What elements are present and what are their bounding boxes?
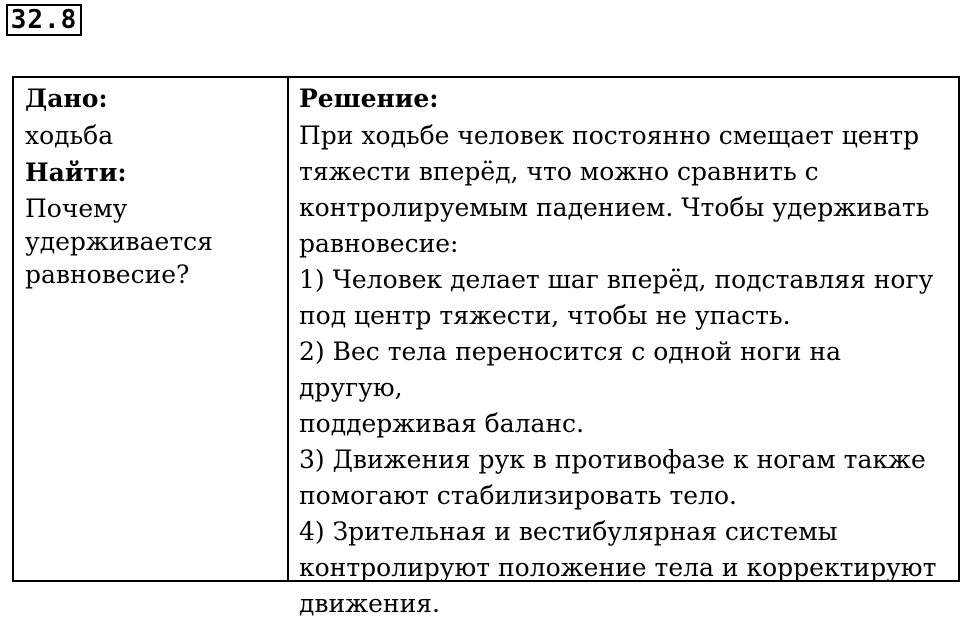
- solution-line: поддерживая баланс.: [299, 409, 585, 438]
- solution-line: движения.: [299, 589, 440, 618]
- given-heading: Дано:: [25, 84, 108, 113]
- given-column: [14, 78, 289, 580]
- find-text-line: равновесие?: [25, 260, 190, 289]
- solution-column: [289, 78, 958, 618]
- solution-table: [12, 76, 960, 618]
- find-heading: Найти:: [25, 158, 127, 187]
- problem-number: 32.8: [6, 4, 82, 36]
- solution-text: [299, 118, 950, 622]
- solution-line: контролируемым падением. Чтобы удерживать: [299, 193, 930, 222]
- solution-line: 4) Зрительная и вестибулярная системы: [299, 517, 838, 546]
- find-text: [25, 192, 287, 291]
- solution-line: 3) Движения рук в противофазе к ногам также: [299, 445, 926, 474]
- solution-line: 1) Человек делает шаг вперёд, подставляя ногу: [299, 265, 934, 294]
- given-value: ходьба: [25, 121, 114, 150]
- solution-line: 2) Вес тела переносится с одной ноги на другую,: [299, 337, 841, 402]
- solution-line: под центр тяжести, чтобы не упасть.: [299, 301, 791, 330]
- solution-line: равновесие:: [299, 229, 459, 258]
- solution-line: При ходьбе человек постоянно смещает центр: [299, 121, 920, 150]
- solution-line: тяжести вперёд, что можно сравнить с: [299, 157, 819, 186]
- find-text-line: Почему: [25, 194, 128, 223]
- solution-line: помогают стабилизировать тело.: [299, 481, 737, 510]
- find-text-line: удерживается: [25, 227, 213, 256]
- solution-line: контролируют положение тела и корректируют: [299, 553, 937, 582]
- solution-heading: Решение:: [299, 84, 439, 113]
